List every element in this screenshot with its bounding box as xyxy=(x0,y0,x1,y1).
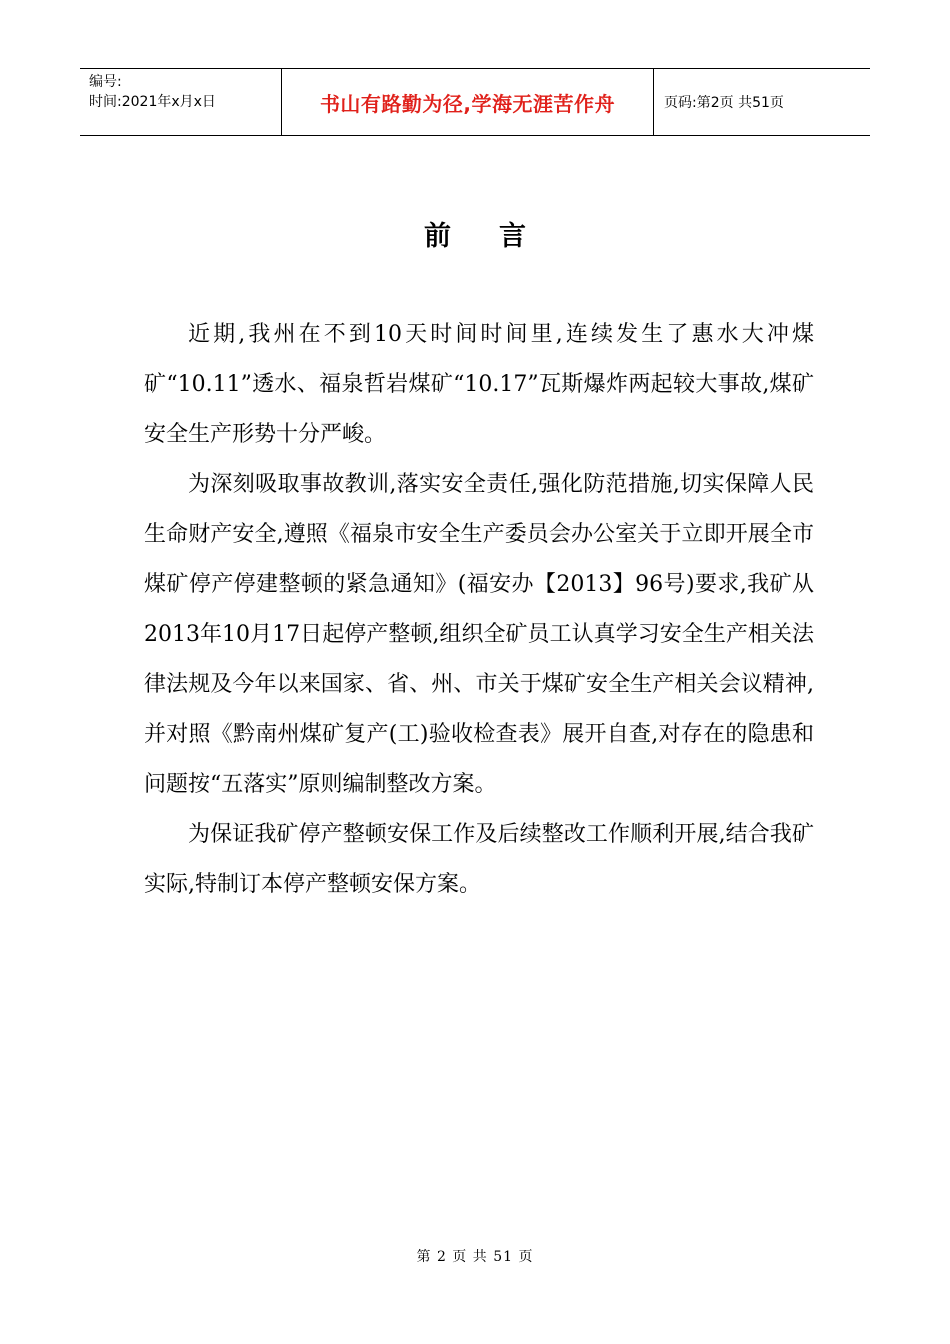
document-number-label: 编号: xyxy=(89,74,122,90)
paragraph-2: 为深刻吸取事故教训,落实安全责任,强化防范措施,切实保障人民生命财产安全,遵照《福泉市安全生产委员会办公室关于立即开展全市煤矿停产停建整顿的紧急通知》(福安办【2013】96号)要求,我矿从2013年10月17日起停产整顿,组织全矿员工认真学习安全生产相关法律法规及今年以来国家、省、州、市关于煤矿安全生产相关会议精神,并对照《黔南州煤矿复产(工)验收检查表》展开自查,对存在的隐患和问题按“五落实”原则编制整改方案。 xyxy=(144,472,814,797)
document-header xyxy=(80,68,870,136)
page-footer: 第 2 页 共 51 页 xyxy=(416,1249,534,1265)
header-motto: 书山有路勤为径,学海无涯苦作舟 xyxy=(319,91,616,116)
header-motto-cell xyxy=(282,69,654,135)
header-page-number: 页码:第2页 共51页 xyxy=(664,95,784,111)
paragraph-1: 近期,我州在不到10天时间时间里,连续发生了惠水大冲煤矿“10.11”透水、福泉哲岩煤矿“10.17”瓦斯爆炸两起较大事故,煤矿安全生产形势十分严峻。 xyxy=(144,322,814,447)
page-title: 前言 xyxy=(424,221,574,252)
document-date-label: 时间:2021年x月x日 xyxy=(89,94,216,110)
header-meta-cell xyxy=(80,69,282,135)
header-page-cell xyxy=(654,69,870,135)
document-body xyxy=(144,310,814,910)
paragraph-3: 为保证我矿停产整顿安保工作及后续整改工作顺利开展,结合我矿实际,特制订本停产整顿安保方案。 xyxy=(144,822,814,897)
